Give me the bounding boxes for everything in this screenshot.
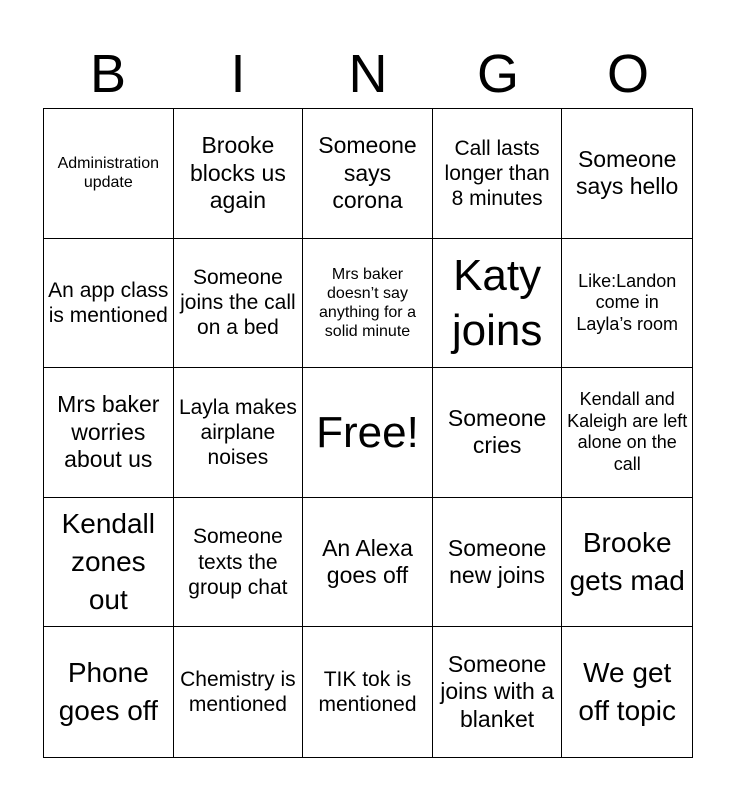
bingo-cell[interactable]	[433, 627, 563, 757]
cell-text: Like:Landon come in Layla’s room	[576, 270, 679, 334]
cell-text: Someone texts the group chat	[188, 525, 288, 599]
free-space-cell[interactable]	[303, 368, 433, 498]
bingo-card	[43, 108, 693, 758]
cell-text: An Alexa goes off	[322, 534, 413, 589]
cell-text: Brooke gets mad	[569, 527, 685, 597]
bingo-cell[interactable]	[433, 368, 563, 498]
bingo-cell[interactable]	[303, 239, 433, 369]
free-space-label: Free!	[316, 407, 419, 457]
bingo-cell[interactable]	[562, 368, 692, 498]
bingo-cell[interactable]	[44, 368, 174, 498]
header-letter-b: B	[89, 44, 127, 104]
bingo-cell[interactable]	[174, 627, 304, 757]
cell-text: Someone cries	[447, 404, 547, 459]
bingo-cell[interactable]	[433, 109, 563, 239]
bingo-cell[interactable]	[44, 498, 174, 628]
bingo-cell[interactable]	[174, 368, 304, 498]
cell-text: An app class is mentioned	[48, 278, 169, 327]
cell-text: Someone says hello	[576, 145, 679, 200]
cell-text: We get off topic	[578, 657, 676, 727]
cell-text: Someone joins the call on a bed	[180, 266, 296, 340]
cell-text: Someone new joins	[447, 534, 547, 589]
bingo-cell[interactable]	[303, 109, 433, 239]
cell-text: Administration update	[57, 155, 159, 192]
cell-text: Mrs baker doesn’t say anything for a solid minute	[319, 265, 416, 341]
bingo-cell[interactable]	[562, 239, 692, 369]
bingo-cell[interactable]	[562, 498, 692, 628]
bingo-cell[interactable]	[174, 498, 304, 628]
bingo-cell[interactable]	[433, 239, 563, 369]
cell-text: Kendall and Kaleigh are left alone on the call	[567, 389, 688, 475]
header-letter-i: I	[230, 44, 246, 104]
header-letter-g: G	[476, 44, 519, 104]
bingo-cell[interactable]	[174, 239, 304, 369]
bingo-cell[interactable]	[44, 627, 174, 757]
bingo-cell[interactable]	[562, 627, 692, 757]
cell-text: Katy joins	[451, 250, 543, 355]
bingo-cell[interactable]	[44, 239, 174, 369]
cell-text: Phone goes off	[58, 657, 158, 727]
cell-text: Mrs baker worries about us	[57, 391, 160, 473]
cell-text: Layla makes airplane noises	[178, 395, 297, 470]
cell-text: TIK tok is mentioned	[318, 668, 417, 717]
bingo-cell[interactable]	[303, 498, 433, 628]
bingo-cell[interactable]	[303, 627, 433, 757]
cell-text: Kendall zones out	[61, 508, 155, 615]
cell-text: Call lasts longer than 8 minutes	[444, 136, 550, 210]
header-letter-n: N	[348, 44, 388, 104]
bingo-cell[interactable]	[562, 109, 692, 239]
cell-text: Chemistry is mentioned	[180, 668, 296, 717]
bingo-cell[interactable]	[174, 109, 304, 239]
cell-text: Someone says corona	[318, 131, 417, 214]
bingo-cell[interactable]	[44, 109, 174, 239]
bingo-cell[interactable]	[433, 498, 563, 628]
header-letter-o: O	[606, 44, 649, 104]
bingo-header	[43, 40, 693, 108]
cell-text: Someone joins with a blanket	[440, 650, 554, 732]
cell-text: Brooke blocks us again	[189, 131, 286, 214]
